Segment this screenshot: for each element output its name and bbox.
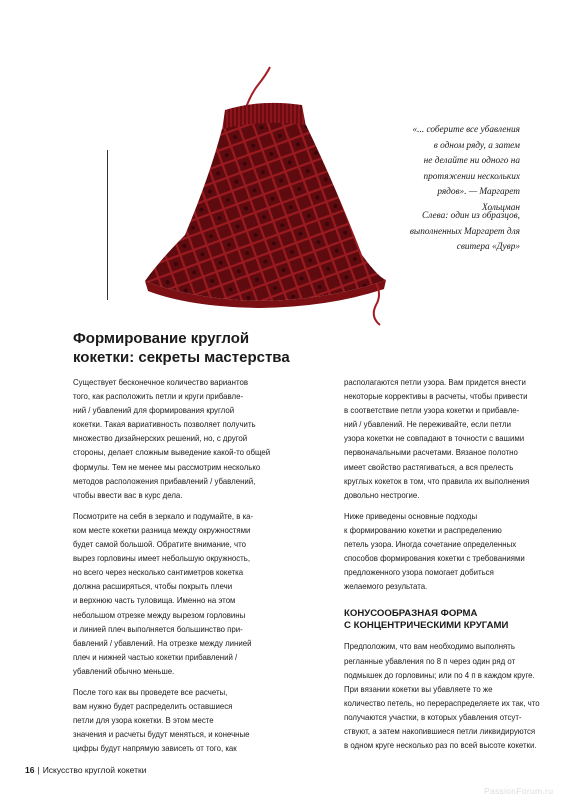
text-line: но всего через несколько сантиметров кокетка [73, 568, 244, 578]
margin-rule [107, 150, 108, 300]
text-line: регланные убавления по 8 п через один ряд от [344, 656, 516, 666]
text-line: и верхнюю часть туловища. Именно на этом [73, 596, 236, 606]
page-footer [25, 765, 147, 776]
text-line: довольно нестрогие. [344, 490, 420, 500]
text-line: методов расположения прибавлений / убавлений, [73, 476, 256, 486]
text-line: ком месте кокетки разница между окружностями [73, 525, 251, 535]
text-line: петли для узора кокетки. В этом месте [73, 716, 214, 726]
text-line: петель узора. Иногда сочетание определенных [344, 540, 517, 550]
text-line: круглых кокеток в том, что правила их выполнения [344, 476, 530, 486]
text-line: подмышек до горловины; или по 4 п в каждом круге. [344, 670, 535, 680]
running-title: Искусство круглой кокетки [42, 765, 147, 775]
text-line: стороны, делает сложным выведение какой-то общей [73, 448, 271, 458]
left-column [73, 376, 313, 763]
text-line: имеет свойство растягиваться, а вся прелесть [344, 462, 514, 472]
text-line: некоторые коррективы в расчеты, чтобы привести [344, 392, 528, 402]
quote-line: Хольцман [481, 202, 520, 213]
text-line: множество дизайнерских решений, но, с другой [73, 434, 248, 444]
quote-line: рядов». — Маргарет [437, 187, 520, 198]
paragraph [344, 510, 584, 595]
text-line: С КОНЦЕНТРИЧЕСКИМИ КРУГАМИ [344, 620, 509, 632]
text-line: способов формирования кокетки с требованиями [344, 554, 525, 564]
text-line: получаются участки, в которых убавления отсут- [344, 712, 522, 722]
text-line: КОНУСООБРАЗНАЯ ФОРМА [344, 608, 478, 620]
caption-line: Слева: один из образцов, [422, 211, 520, 221]
text-line: После того как вы проведете все расчеты, [73, 687, 228, 697]
text-line: и линией плеч выполняется большинство при- [73, 624, 243, 634]
caption-line: выполненных Маргарет для [409, 226, 520, 237]
text-line: предложенного узора помогает добиться [344, 568, 494, 578]
text-line: небольшом отрезке между вырезом горловины [73, 610, 246, 620]
text-line: убавлений обычно меньше. [73, 666, 175, 676]
text-line: того, как расположить петли и круги прибавле- [73, 392, 244, 402]
text-line: Ниже приведены основные подходы [344, 511, 478, 521]
text-line: вам нужно будет распределить оставшиеся [73, 702, 233, 712]
quote-line: протяжении нескольких [423, 171, 520, 182]
text-line: количество петель, но перераспределяете их так, что [344, 698, 540, 708]
text-line: значения и расчеты будут меняться, и конечные [73, 730, 250, 740]
title-line: кокетки: секреты мастерства [73, 349, 290, 366]
text-line: формулы. Тем не менее мы рассмотрим несколько [73, 462, 261, 472]
text-line: ний / убавлений для формирования круглой [73, 406, 235, 416]
text-line: узора кокетки не совпадают в точности с вашими [344, 434, 525, 444]
paragraph [73, 376, 313, 503]
quote-line: «... соберите все убавления [412, 125, 520, 135]
text-line: При вязании кокетки вы убавляете то же [344, 684, 493, 694]
text-line: ний / убавлений. Не переживайте, если петли [344, 420, 511, 430]
right-column [344, 376, 584, 760]
subheading [344, 608, 584, 632]
text-line: первоначальными расчетами. Вязаное полотно [344, 448, 518, 458]
text-line: должна расширяться, чтобы покрыть плечи [73, 582, 233, 592]
paragraph [73, 686, 313, 756]
section-title [73, 329, 333, 367]
photo-caption [352, 209, 520, 256]
page-number: 16 [25, 765, 35, 775]
text-line: Посмотрите на себя в зеркало и подумайте, в ка- [73, 511, 254, 521]
text-line: Предположим, что вам необходимо выполнять [344, 642, 515, 652]
pull-quote [352, 123, 520, 217]
paragraph [344, 376, 584, 503]
quote-line: не делайте ни одного на [423, 156, 520, 167]
text-line: бавлений / убавлений. На отрезке между линией [73, 638, 252, 648]
quote-line: в одном ряду, а затем [433, 140, 520, 151]
paragraph [73, 510, 313, 679]
title-line: Формирование круглой [73, 330, 250, 347]
text-line: в соответствие петли узора кокетки и прибавле- [344, 406, 520, 416]
watermark: PassionForum.ru [484, 786, 554, 796]
text-line: плеч и нижней частью кокетки прибавлений / [73, 652, 238, 662]
text-line: желаемого результата. [344, 582, 428, 592]
footer-separator: | [37, 765, 40, 775]
text-line: в одном круге несколько раз по всей высоте кокетки. [344, 741, 537, 751]
text-line: будет самой большой. Обратите внимание, что [73, 540, 246, 550]
paragraph [344, 640, 584, 753]
caption-line: свитера «Дувр» [456, 242, 520, 253]
text-line: вырез горловины имеет небольшую окружность, [73, 554, 251, 564]
text-line: к формированию кокетки и распределению [344, 525, 502, 535]
text-line: чтобы ввести вас в курс дела. [73, 490, 183, 500]
text-line: цифры будут напрямую зависеть от того, как [73, 744, 237, 754]
text-line: кокетки. Такая вариативность позволяет получить [73, 420, 256, 430]
text-line: ствуют, а затем накопившиеся петли ликвидируются [344, 726, 536, 736]
text-line: располагаются петли узора. Вам придется внести [344, 378, 526, 387]
text-line: Существует бесконечное количество вариантов [73, 378, 249, 387]
